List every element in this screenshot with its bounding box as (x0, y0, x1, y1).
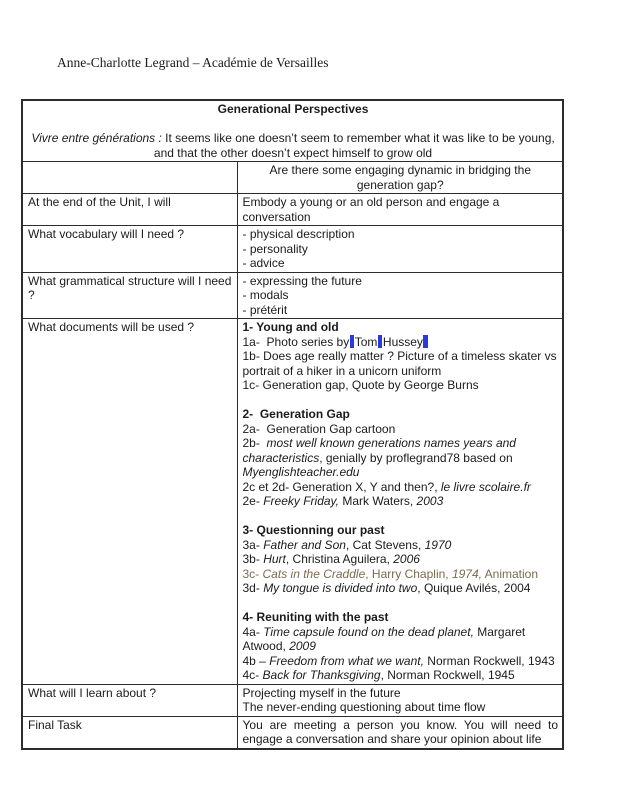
text-segment: 1970 (424, 537, 452, 552)
text-segment: , Harry Chaplin, (365, 566, 452, 581)
row-content-final-task (237, 716, 563, 749)
text-segment: 2a- Generation Gap cartoon (242, 421, 396, 436)
text-line (243, 494, 559, 509)
text-segment: Are there some engaging dynamic in bridging the generation gap? (269, 163, 535, 192)
text-line (243, 320, 559, 335)
text-line (243, 274, 559, 289)
text-segment: Projecting myself in the future (242, 685, 401, 700)
row-learn-about (22, 684, 563, 716)
text-line (243, 552, 559, 567)
text-segment: - physical description (242, 227, 355, 241)
text-line (243, 480, 559, 495)
text-line (243, 422, 559, 437)
text-segment: , Norman Rockwell, 1945 (380, 668, 515, 682)
text-line (243, 242, 559, 257)
text-line (243, 288, 559, 303)
text-segment: 2c et 2d- Generation X, Y and then?, (242, 479, 441, 494)
text-line (243, 668, 559, 683)
text-segment: Animation (481, 566, 539, 581)
row-content-documents (237, 319, 563, 685)
text-segment: 2009 (289, 639, 316, 653)
text-segment: Margaret Atwood, (242, 624, 528, 653)
text-line (243, 227, 559, 242)
text-segment: Freeky Friday, (263, 494, 339, 508)
row-vocabulary (22, 226, 563, 273)
text-segment: Time capsule found on the dead planet, (263, 624, 474, 639)
text-segment: 4a- (242, 624, 264, 639)
text-line (28, 117, 558, 132)
text-line (28, 102, 558, 117)
text-segment: 2003 (416, 494, 444, 508)
row-label-grammar: What grammatical structure will I need ? (22, 272, 237, 319)
text-line (243, 195, 559, 224)
text-selection-marker-icon (378, 335, 383, 348)
text-line (28, 131, 558, 160)
text-line (243, 407, 559, 422)
text-segment: , Christina Aguilera, (285, 552, 394, 566)
text-segment: Generational Perspectives (217, 102, 369, 116)
row-final-task (22, 716, 563, 749)
row-label-vocabulary: What vocabulary will I need ? (22, 226, 237, 273)
row-content-grammar (237, 272, 563, 319)
text-line (243, 335, 559, 350)
row-label-final-task: Final Task (22, 716, 237, 749)
text-line (243, 523, 559, 538)
text-segment: Vivre entre générations : (31, 131, 162, 145)
text-segment: Hussey (382, 334, 423, 349)
text-segment: - modals (242, 288, 289, 302)
text-line (243, 303, 559, 318)
text-segment: Tom (354, 334, 378, 349)
text-selection-marker-icon (423, 335, 428, 348)
text-segment: most well known generations names years and characteristics (242, 436, 520, 465)
title-row (22, 100, 563, 162)
unit-plan-table (21, 99, 564, 750)
text-line (243, 567, 559, 582)
text-line (243, 686, 559, 701)
text-segment: , genially by proflegrand78 based on (319, 450, 516, 465)
text-segment: , Quique Avilés, 2004 (417, 581, 531, 595)
text-segment: 3d- (242, 581, 264, 595)
row-content-vocabulary (237, 226, 563, 273)
text-segment: Myenglishteacher.edu (242, 465, 360, 479)
text-line (243, 610, 559, 625)
text-line (243, 581, 559, 596)
text-segment: 2b- (242, 436, 267, 450)
text-segment: le livre scolaire.fr (440, 479, 531, 494)
text-line (243, 625, 559, 654)
text-segment: Cats in the Craddle (262, 566, 366, 581)
text-line (243, 596, 559, 611)
text-segment: 2- Generation Gap (242, 407, 350, 421)
text-segment: , Cat Stevens, (345, 537, 425, 552)
text-segment: 1974, (451, 566, 482, 581)
text-segment: 1b- Does age really matter ? Picture of a timeless skater vs portrait of a hiker in a unicorn uniform (242, 349, 560, 378)
text-line (242, 717, 562, 747)
row-grammar (22, 272, 563, 319)
row-content-end-of-unit (237, 194, 563, 226)
text-segment: Mark Waters, (338, 494, 417, 508)
text-segment: 3b- (242, 552, 264, 566)
text-line (243, 654, 559, 669)
text-segment: Norman Rockwell, 1943 (423, 653, 555, 668)
text-line (243, 349, 559, 378)
text-segment: 3c- (242, 566, 263, 581)
text-segment: 1c- Generation gap, Quote by George Burns (242, 378, 479, 392)
text-segment: 4- Reuniting with the past (242, 610, 389, 624)
text-line (243, 163, 559, 192)
text-line (243, 700, 559, 715)
author-line: Anne-Charlotte Legrand – Académie de Versailles (57, 55, 329, 70)
text-segment: Hurt (263, 552, 286, 566)
text-segment: Embody a young or an old person and engage a conversation (242, 195, 503, 224)
text-segment: Freedom from what we want, (269, 653, 424, 668)
row-label-documents: What documents will be used ? (22, 319, 237, 685)
text-line (243, 509, 559, 524)
text-segment: The never-ending questioning about time flow (242, 700, 486, 714)
text-segment: My tongue is divided into two (263, 581, 418, 595)
text-segment: 4b – (242, 653, 270, 668)
text-line (243, 436, 559, 480)
row-label-empty (22, 162, 237, 194)
text-segment: Father and Son (263, 537, 346, 552)
text-segment: - expressing the future (242, 273, 362, 288)
text-segment: - prétérit (242, 302, 288, 317)
text-segment: - advice (242, 256, 285, 270)
text-segment: 2006 (393, 552, 420, 566)
row-documents (22, 319, 563, 685)
title-cell (22, 100, 563, 162)
text-segment: 3a- (242, 537, 264, 552)
text-selection-marker-icon (350, 335, 355, 348)
text-line (243, 256, 559, 271)
text-segment: 3- Questionning our past (242, 523, 385, 537)
row-content-learn-about (237, 684, 563, 716)
text-line (243, 538, 559, 553)
text-segment: 1- Young and old (242, 320, 339, 334)
row-end-of-unit (22, 194, 563, 226)
text-line (243, 378, 559, 393)
text-segment: 1a- Photo series by (242, 334, 350, 349)
text-line (243, 393, 559, 408)
text-segment: 2e- (242, 494, 264, 508)
row-label-end-of-unit: At the end of the Unit, I will (22, 194, 237, 226)
text-segment: Back for Thanksgiving (262, 668, 381, 682)
row-label-learn-about: What will I learn about ? (22, 684, 237, 716)
text-segment: You are meeting a person you know. You will need to engage a conversation and share your opinion about life (242, 717, 562, 746)
row-content-key-question (237, 162, 563, 194)
text-segment: - personality (242, 241, 308, 256)
text-segment: It seems like one doesn’t seem to remember what it was like to be young, and that the other doesn’t expect himself to grow old (153, 131, 559, 160)
row-key-question (22, 162, 563, 194)
text-segment: 4c- (242, 668, 263, 682)
